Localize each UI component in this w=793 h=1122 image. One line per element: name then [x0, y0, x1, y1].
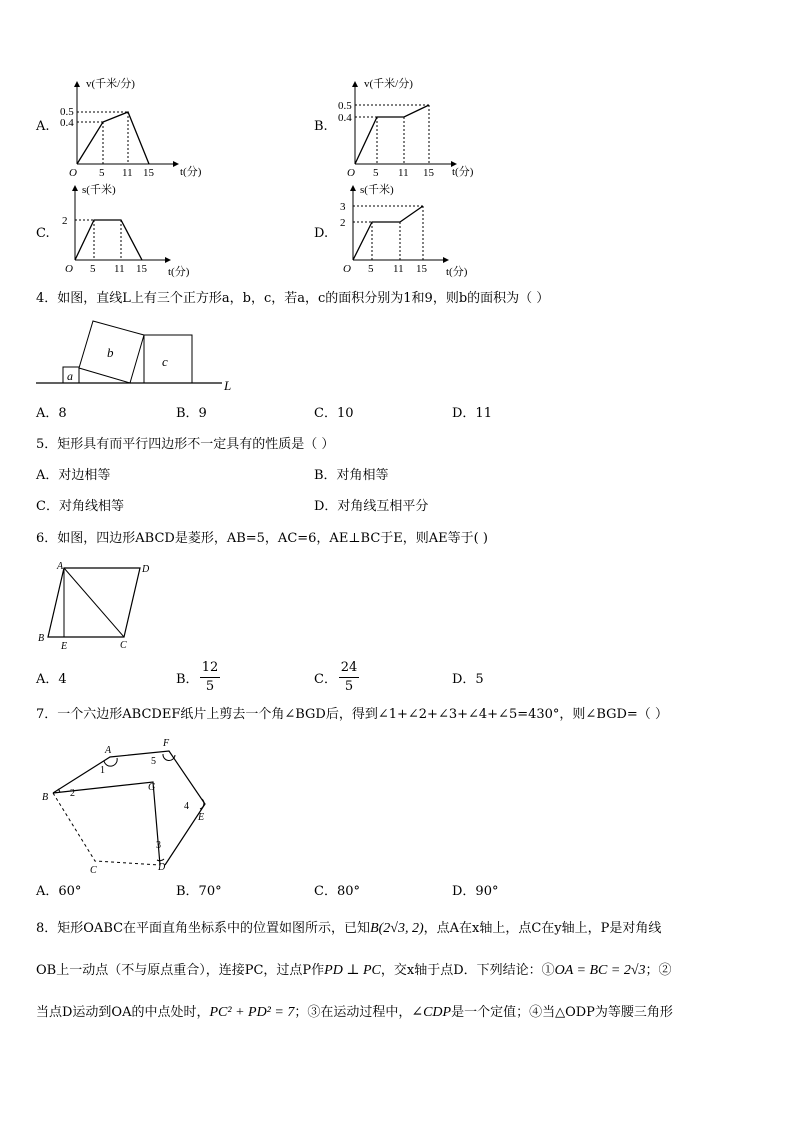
q6-option-c-prefix[interactable]: C． — [314, 672, 337, 687]
y-tick: 3 — [340, 201, 346, 213]
text: ；② — [645, 963, 672, 978]
x-tick: 5 — [90, 263, 96, 275]
q4-option-d[interactable]: D．11 — [452, 406, 492, 421]
math-oa-bc: OA = BC = 2√3 — [554, 963, 646, 978]
math-pd-perp-pc: PD ⊥ PC — [324, 963, 381, 978]
option-b-label: B. — [314, 119, 328, 134]
label-C: C — [120, 640, 127, 651]
graph-d — [336, 182, 496, 284]
q7-figure — [38, 736, 218, 876]
origin-label: O — [343, 263, 351, 275]
label-A: A — [57, 561, 64, 572]
y-tick: 0.5 — [60, 106, 74, 118]
q4-option-b[interactable]: B．9 — [176, 406, 207, 421]
label-C: C — [90, 865, 97, 876]
q7-option-c[interactable]: C．80° — [314, 884, 360, 899]
q5-option-d[interactable]: D．对角线互相平分 — [314, 499, 429, 514]
origin-label: O — [347, 167, 355, 179]
text: 8．矩形OABC在平面直角坐标系中的位置如图所示，已知 — [36, 921, 371, 936]
text: ，交x轴于点D．下列结论：① — [380, 963, 555, 978]
x-tick: 11 — [122, 167, 133, 179]
x-tick: 11 — [114, 263, 125, 275]
square-c — [144, 335, 192, 383]
option-a-label: A. — [36, 119, 50, 134]
y-tick: 0.4 — [338, 112, 352, 124]
q7-stem: 7．一个六边形ABCDEF纸片上剪去一个角∠BGD后，得到∠1+∠2+∠3+∠4+∠5=430°，则∠BGD=（ ） — [36, 707, 668, 722]
y-axis-label: s(千米) — [360, 184, 394, 196]
q4-option-c[interactable]: C．10 — [314, 406, 354, 421]
q8-line-1 — [36, 920, 661, 938]
y-axis-label: v(千米/分) — [86, 78, 135, 90]
x-axis-label: t(分) — [180, 166, 202, 178]
q5-option-b[interactable]: B．对角相等 — [314, 468, 389, 483]
q7-option-a[interactable]: A．60° — [36, 884, 82, 899]
numerator: 24 — [340, 660, 358, 675]
graph-b — [338, 76, 498, 180]
label-E: E — [61, 641, 68, 652]
q7-option-d[interactable]: D．90° — [452, 884, 499, 899]
math-point-b: B(2√3, 2) — [370, 921, 424, 936]
label-D: D — [158, 862, 166, 873]
text: 当点D运动到OA的中点处时， — [36, 1005, 210, 1020]
denominator: 5 — [344, 679, 354, 694]
graph-a — [60, 76, 220, 180]
q4-figure — [36, 315, 246, 395]
y-axis-label: v(千米/分) — [364, 78, 413, 90]
hexagon-solid-edges — [53, 751, 205, 865]
graph-c — [58, 182, 218, 284]
math-sum-squares: PC² + PD² = 7 — [209, 1005, 295, 1020]
option-c-label: C. — [36, 226, 50, 241]
x-axis-label: t(分) — [446, 266, 468, 278]
q7-option-b[interactable]: B．70° — [176, 884, 222, 899]
q4-stem: 4．如图，直线L上有三个正方形a，b，c，若a，c的面积分别为1和9，则b的面积为（ ） — [36, 291, 550, 306]
label-B: B — [38, 633, 45, 644]
denominator: 5 — [205, 679, 215, 694]
option-d-label: D. — [314, 226, 329, 241]
origin-label: O — [69, 167, 77, 179]
y-tick: 0.4 — [60, 117, 74, 129]
q8-line-3 — [36, 1004, 673, 1022]
x-axis-label: t(分) — [168, 266, 190, 278]
label-line-l: L — [224, 378, 232, 393]
label-G: G — [148, 782, 156, 793]
x-tick: 5 — [373, 167, 379, 179]
q4-option-a[interactable]: A．8 — [36, 406, 67, 421]
x-axis-label: t(分) — [452, 166, 474, 178]
removed-corner — [53, 793, 160, 865]
x-tick: 5 — [99, 167, 105, 179]
origin-label: O — [65, 263, 73, 275]
numerator: 12 — [201, 660, 219, 675]
y-tick: 2 — [62, 215, 68, 227]
q6-figure — [36, 560, 166, 652]
x-tick: 15 — [423, 167, 434, 179]
q6-stem: 6．如图，四边形ABCD是菱形，AB=5，AC=6，AE⊥BC于E，则AE等于( ) — [36, 531, 488, 546]
angle-3: 3 — [156, 840, 161, 851]
x-tick: 11 — [393, 263, 404, 275]
text: OB上一动点（不与原点重合），连接PC，过点P作 — [36, 963, 325, 978]
x-tick: 11 — [398, 167, 409, 179]
angle-5: 5 — [151, 756, 156, 767]
label-E: E — [198, 812, 205, 823]
y-tick: 2 — [340, 217, 346, 229]
math-angle-cdp: ∠CDP — [411, 1005, 452, 1020]
label-c: c — [162, 354, 168, 369]
label-b: b — [107, 345, 114, 360]
x-tick: 15 — [136, 263, 147, 275]
q6-option-d[interactable]: D．5 — [452, 672, 484, 687]
angle-2: 2 — [70, 788, 75, 799]
q5-option-a[interactable]: A．对边相等 — [36, 468, 111, 483]
text: ；③在运动过程中， — [294, 1005, 412, 1020]
angle-1: 1 — [100, 765, 105, 776]
label-D: D — [142, 564, 150, 575]
segment-ac — [64, 568, 124, 637]
label-B: B — [42, 792, 49, 803]
label-F: F — [163, 738, 170, 749]
q8-line-2 — [36, 962, 672, 980]
label-A: A — [105, 745, 112, 756]
q5-stem: 5．矩形具有而平行四边形不一定具有的性质是（ ） — [36, 437, 335, 452]
text: ，点A在x轴上，点C在y轴上，P是对角线 — [423, 921, 662, 936]
angle-4: 4 — [184, 801, 189, 812]
q6-option-b-fraction[interactable] — [200, 660, 220, 695]
q6-option-c-fraction[interactable] — [339, 660, 359, 695]
q6-option-a[interactable]: A．4 — [36, 672, 67, 687]
label-a: a — [67, 369, 73, 383]
y-axis-label: s(千米) — [82, 184, 116, 196]
x-tick: 15 — [143, 167, 154, 179]
x-tick: 5 — [368, 263, 374, 275]
y-tick: 0.5 — [338, 100, 352, 112]
x-tick: 15 — [416, 263, 427, 275]
text: 是一个定值；④当△ODP为等腰三角形 — [451, 1005, 673, 1020]
q6-option-b-prefix[interactable]: B． — [176, 672, 199, 687]
q5-option-c[interactable]: C．对角线相等 — [36, 499, 124, 514]
